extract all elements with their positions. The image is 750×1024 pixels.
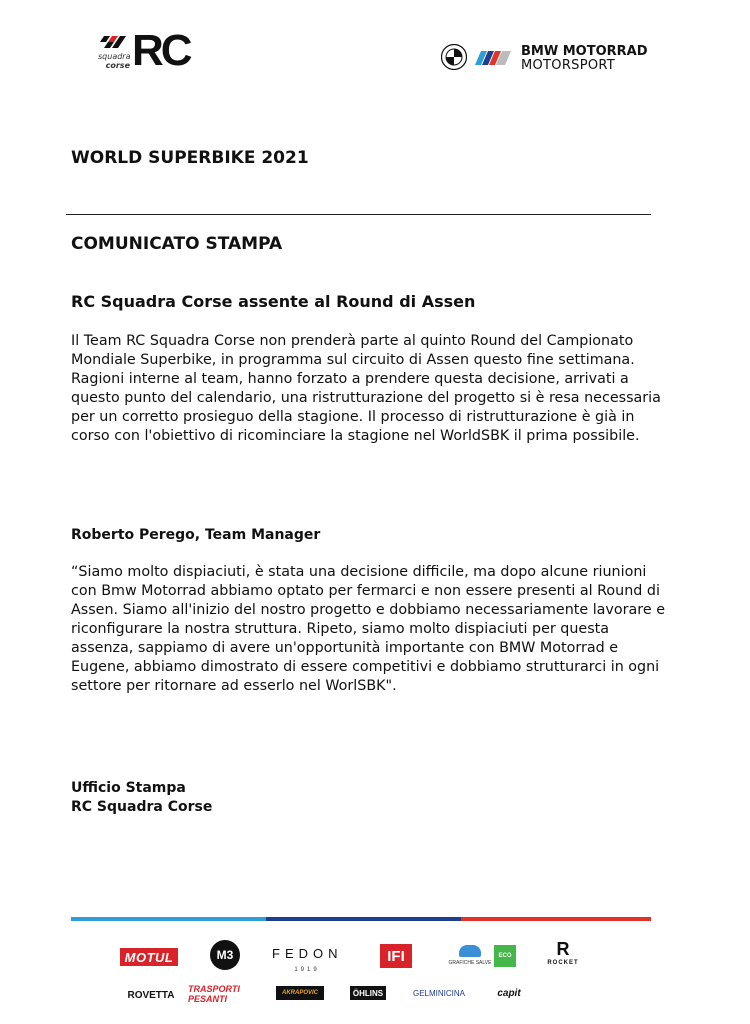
- fedon-year: 1919: [294, 967, 320, 973]
- grafiche-mark-icon: [459, 945, 481, 957]
- footer-stripe: [71, 917, 651, 921]
- rocket-mark-icon: R: [556, 939, 570, 959]
- bmw-roundel-icon: [441, 44, 467, 70]
- sponsor-fedon-logo: [272, 946, 342, 976]
- grafiche-name: GRAFICHE SALVE: [448, 960, 492, 966]
- manufacturer-logo: [441, 44, 661, 74]
- document-type: COMUNICATO STAMPA: [71, 234, 283, 254]
- signature-line-1: Ufficio Stampa: [71, 780, 186, 796]
- checkered-flag-icon: [100, 36, 130, 48]
- sponsor-capit-logo: capit: [497, 987, 521, 999]
- rocket-name: ROCKET: [547, 960, 579, 966]
- sponsor-eco-logo: ECO: [494, 945, 516, 967]
- manufacturer-division: MOTORSPORT: [521, 58, 616, 73]
- fedon-name: FEDON: [272, 946, 343, 961]
- sponsor-rovetta-logo: ROVETTA: [127, 989, 175, 1001]
- team-logo-sub: squadra corse: [98, 52, 131, 70]
- sponsor-m3-logo: M3: [210, 940, 240, 970]
- quote-paragraph: “Siamo molto dispiaciuti, è stata una decisione difficile, ma dopo alcune riunioni con Bmw Motorrad abbiamo optato per fermarci e non essere presenti al Round di Assen. Siamo all'inizio del nostro progetto e dobbiamo necessariamente lavorare e riconfigurare la nostra struttura. Ripeto, siamo molto dispiaciuti per questa assenza, sappiamo di avere un'opportunità importante con BMW Motorrad e Eugene, abbiamo dimostrato di essere competitivi e dobbiamo strutturarci in ogni settore per ritornare ad esserlo nel WorlSBK".: [71, 564, 665, 694]
- stripe-light-blue: [71, 917, 266, 921]
- team-logo-mark: RC: [132, 26, 190, 75]
- stripe-dark-blue: [266, 917, 461, 921]
- body-paragraph: Il Team RC Squadra Corse non prenderà parte al quinto Round del Campionato Mondiale Superbike, in programma sul circuito di Assen questo fine settimana. Ragioni interne al team, hanno forzato a prendere questa decisione, arrivati a questo punto del calendario, una ristrutturazione del progetto si è resa necessaria per un corretto prosieguo della stagione. Il processo di ristrutturazione è già in corso con l'obiettivo di ricominciare la stagione nel WorldSBK il prima possibile.: [71, 333, 661, 444]
- sponsor-rocket-logo: [545, 940, 581, 970]
- manufacturer-name: BMW MOTORRAD: [521, 44, 648, 59]
- sponsor-akrapovic-logo: AKRAPOVIC: [276, 986, 324, 1000]
- sponsor-trasporti-logo: TRASPORTI PESANTI: [188, 984, 240, 1004]
- m-stripes-icon: [475, 51, 511, 65]
- sponsor-ifi-logo: IFI: [380, 944, 412, 968]
- sponsor-ohlins-logo: ÖHLINS: [350, 986, 386, 1000]
- quote-author: Roberto Perego, Team Manager: [71, 527, 321, 543]
- sponsor-grafiche-logo: [448, 945, 492, 971]
- headline: RC Squadra Corse assente al Round di Assen: [71, 292, 476, 311]
- stripe-red: [461, 917, 651, 921]
- divider: [66, 214, 651, 215]
- sponsor-gelmini-logo: GELMINICINA: [412, 988, 465, 998]
- signature-line-2: RC Squadra Corse: [71, 799, 213, 815]
- series-title: WORLD SUPERBIKE 2021: [71, 148, 309, 168]
- team-logo: [98, 26, 198, 75]
- sponsor-motul-logo: MOTUL: [120, 948, 178, 966]
